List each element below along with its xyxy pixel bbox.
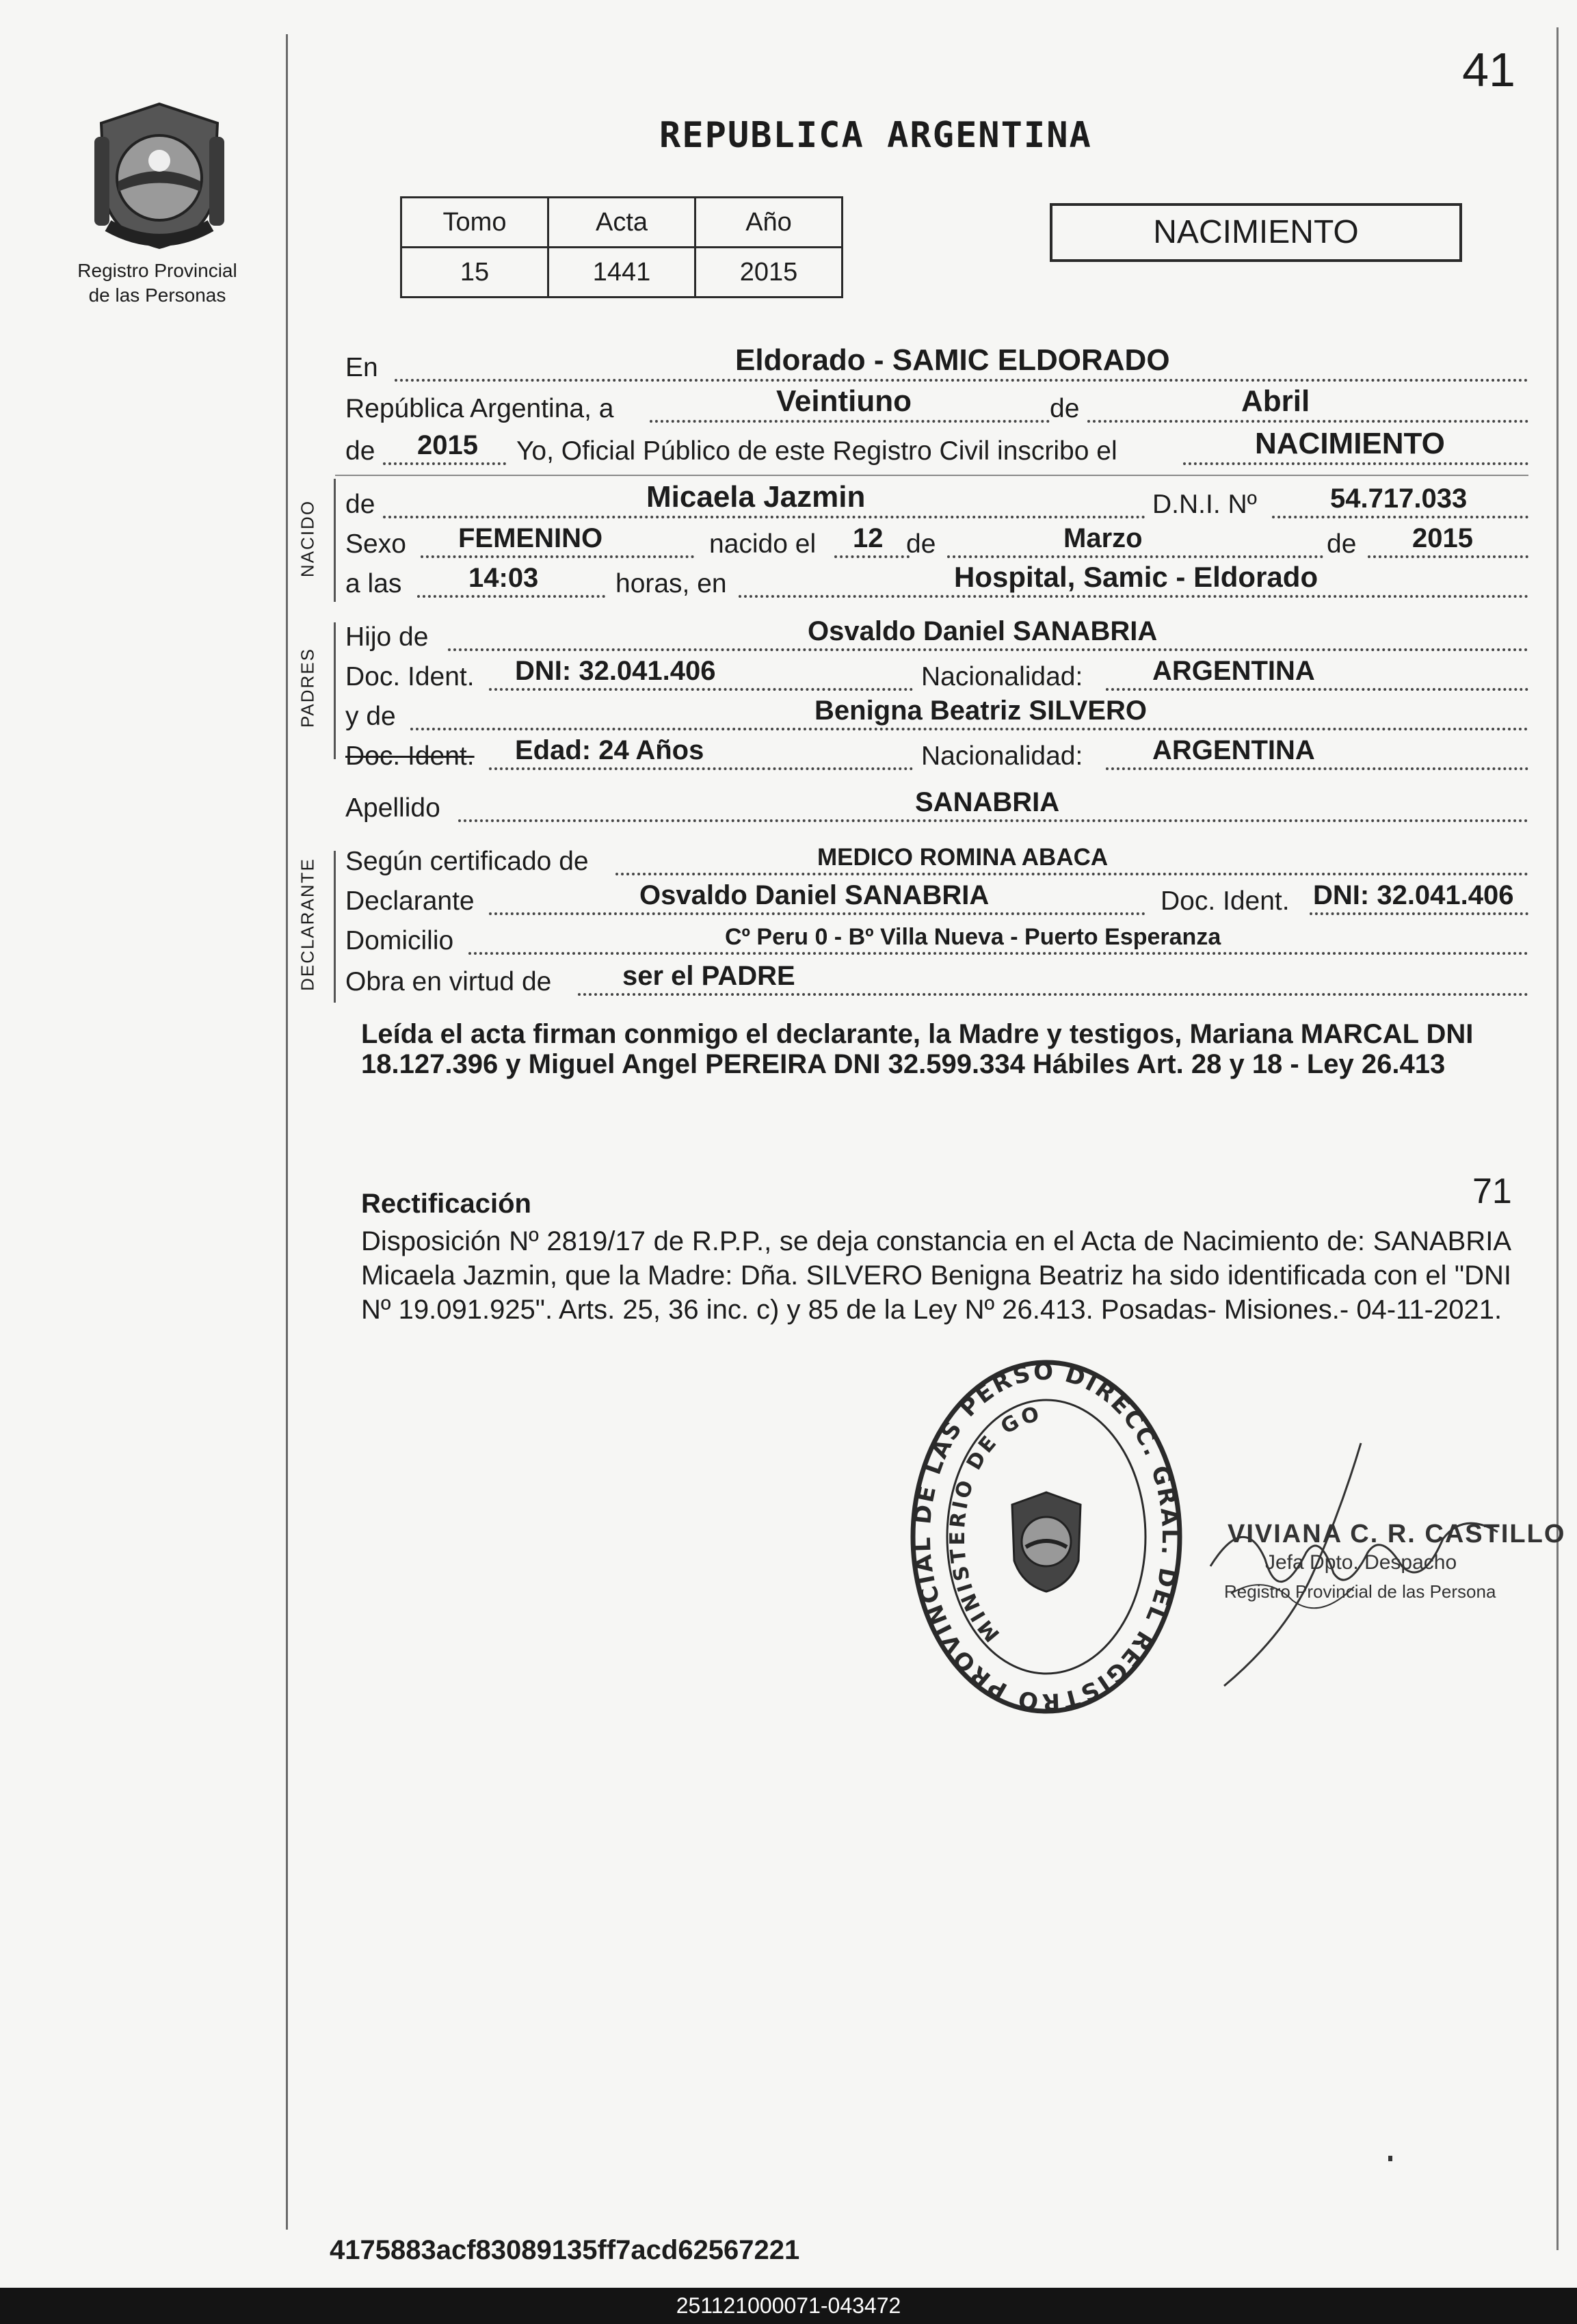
row-hijo: Hijo de Osvaldo Daniel SANABRIA xyxy=(345,620,1528,658)
section-padres: PADRES xyxy=(297,648,318,728)
birth-day: 12 xyxy=(853,523,884,553)
row-republica: República Argentina, a Veintiuno de Abril xyxy=(345,391,1528,430)
inscription-value: NACIMIENTO xyxy=(1255,427,1445,460)
row-nacido-name: de Micaela Jazmin D.N.I. Nº 54.717.033 xyxy=(345,487,1528,525)
tomo-value: 15 xyxy=(401,248,548,298)
declarant-name: Osvaldo Daniel SANABRIA xyxy=(639,880,990,910)
row-hora: a las 14:03 horas, en Hospital, Samic - Eldorado xyxy=(345,566,1528,605)
document-title: REPUBLICA ARGENTINA xyxy=(659,115,1092,156)
row-father-doc: Doc. Ident. DNI: 32.041.406 Nacionalidad: ARGENTINA xyxy=(345,659,1528,698)
mother-nationality: ARGENTINA xyxy=(1152,735,1315,765)
rectificacion-title: Rectificación xyxy=(361,1189,531,1219)
row-certificado: Según certificado de MEDICO ROMINA ABACA xyxy=(345,844,1528,882)
rectificacion-text: Disposición Nº 2819/17 de R.P.P., se deja constancia en el Acta de Nacimiento de: SANABRIA Micaela Jazmin, que la Madre: Dña. SILVERO Benigna Beatriz ha sido identificada con el "DNI Nº 19.091.925". Arts. 25, 36 inc. c) y 85 de la Ley Nº 26.413. Posadas- Misiones.- 04-11-2021. xyxy=(361,1226,1511,1325)
svg-text:DIRECC. GRAL. DEL REGISTRO PRO: DIRECC. GRAL. DEL REGISTRO PROVINCIAL DE LAS PERSO xyxy=(908,1358,1184,1716)
apellido-value: SANABRIA xyxy=(915,787,1060,817)
section-declarante: DECLARANTE xyxy=(297,858,318,991)
obra-value: ser el PADRE xyxy=(622,961,795,991)
acta-value: 1441 xyxy=(548,248,695,298)
signer-block xyxy=(1224,1520,1566,1606)
footer-bar: 251121000071-043472 xyxy=(0,2288,1577,2324)
row-sexo: Sexo FEMENINO nacido el 12 de Marzo de 2015 xyxy=(345,527,1528,565)
tomo-header: Tomo xyxy=(401,198,548,248)
child-dni: 54.717.033 xyxy=(1330,484,1468,514)
certificate-value: MEDICO ROMINA ABACA xyxy=(817,844,1109,871)
father-name: Osvaldo Daniel SANABRIA xyxy=(808,616,1158,646)
section-divider xyxy=(335,475,1528,476)
birth-place: Hospital, Samic - Eldorado xyxy=(954,561,1318,593)
child-name: Micaela Jazmin xyxy=(646,480,866,514)
row-mother-doc: Doc. Ident. Edad: 24 Años Nacionalidad: ARGENTINA xyxy=(345,739,1528,777)
svg-text:MINISTERIO DE GOBIERNO: MINISTERIO DE GO xyxy=(945,1401,1044,1646)
row-declarante: Declarante Osvaldo Daniel SANABRIA Doc. Ident. DNI: 32.041.406 xyxy=(345,884,1528,922)
birth-time: 14:03 xyxy=(468,563,539,593)
mother-name: Benigna Beatriz SILVERO xyxy=(814,696,1148,726)
signer-role: Jefa Dpto. Despacho xyxy=(1265,1551,1457,1574)
place-value: Eldorado - SAMIC ELDORADO xyxy=(735,343,1170,377)
left-margin-line xyxy=(286,34,288,2230)
anio-value: 2015 xyxy=(695,248,843,298)
anio-header: Año xyxy=(695,198,843,248)
row-y-de: y de Benigna Beatriz SILVERO xyxy=(345,699,1528,737)
father-doc: DNI: 32.041.406 xyxy=(515,656,716,686)
month-value: Abril xyxy=(1241,384,1310,418)
birth-month: Marzo xyxy=(1063,523,1143,553)
row-yo: de 2015 Yo, Oficial Público de este Registro Civil inscribo el NACIMIENTO xyxy=(345,434,1528,472)
mother-doc: Edad: 24 Años xyxy=(515,735,704,765)
page-number: 41 xyxy=(1462,43,1515,96)
right-margin-line xyxy=(1556,27,1559,2250)
registry-label: Registro Provincial de las Personas xyxy=(77,260,237,306)
birth-year: 2015 xyxy=(1412,523,1473,553)
row-en: En Eldorado - SAMIC ELDORADO xyxy=(345,350,1528,388)
father-nationality: ARGENTINA xyxy=(1152,656,1315,686)
section-nacido: NACIDO xyxy=(297,499,318,578)
year-value: 2015 xyxy=(417,430,478,460)
row-domicilio: Domicilio Cº Peru 0 - Bº Villa Nueva - Puerto Esperanza xyxy=(345,923,1528,962)
acta-header: Acta xyxy=(548,198,695,248)
sexo-value: FEMENINO xyxy=(458,523,603,553)
signer-name: VIVIANA C. R. CASTILLO xyxy=(1228,1520,1566,1548)
signer-office: Registro Provincial de las Persona xyxy=(1224,1581,1496,1602)
rectificacion-number: 71 xyxy=(1472,1172,1512,1211)
document-hash: 4175883acf83089135ff7acd62567221 xyxy=(330,2235,800,2265)
provincial-emblem xyxy=(88,96,231,254)
declarant-doc: DNI: 32.041.406 xyxy=(1313,880,1514,910)
row-apellido: Apellido SANABRIA xyxy=(345,791,1528,829)
day-words: Veintiuno xyxy=(776,384,912,418)
closing-paragraph: Leída el acta firman conmigo el declarante, la Madre y testigos, Mariana MARCAL DNI 18.127.396 y Miguel Angel PEREIRA DNI 32.599.334 Hábiles Art. 28 y 18 - Ley 26.413 xyxy=(361,1019,1474,1079)
record-type-box: NACIMIENTO xyxy=(1050,203,1462,262)
official-seal xyxy=(906,1356,1187,1718)
record-table xyxy=(400,196,843,298)
stray-mark xyxy=(1388,2156,1392,2161)
row-obra: Obra en virtud de ser el PADRE xyxy=(345,964,1528,1003)
domicilio-value: Cº Peru 0 - Bº Villa Nueva - Puerto Esperanza xyxy=(725,924,1221,950)
